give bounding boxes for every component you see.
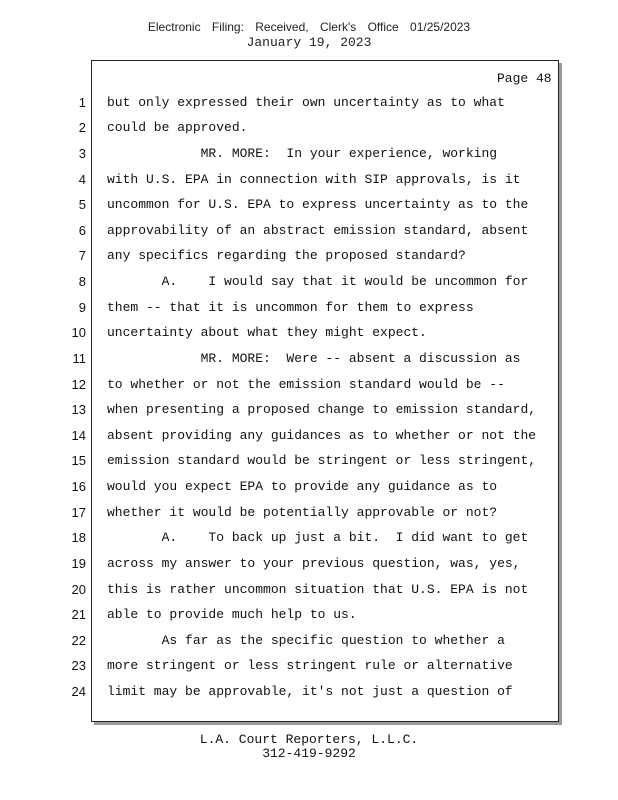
line-number: 22: [71, 633, 86, 648]
line-number: 24: [71, 684, 86, 699]
reporter-company: L.A. Court Reporters, L.L.C.: [199, 732, 419, 747]
line-number: 2: [78, 120, 86, 135]
line-number: 1: [78, 95, 86, 110]
line-text: A. I would say that it would be uncommon for: [107, 274, 529, 289]
line-number: 20: [71, 582, 86, 597]
transcript-date: January 19, 2023: [246, 35, 372, 50]
line-number: 23: [71, 658, 86, 673]
line-number: 6: [78, 223, 86, 238]
line-text: but only expressed their own uncertainty as to what: [107, 95, 505, 110]
line-number: 16: [71, 479, 86, 494]
line-text: limit may be approvable, it's not just a question of: [107, 684, 513, 699]
line-text: any specifics regarding the proposed standard?: [107, 248, 466, 263]
line-text: approvability of an abstract emission standard, absent: [107, 223, 529, 238]
line-text: A. To back up just a bit. I did want to get: [107, 530, 529, 545]
line-number: 15: [71, 453, 86, 468]
line-number: 13: [71, 402, 86, 417]
line-text: As far as the specific question to whether a: [107, 633, 505, 648]
line-text: able to provide much help to us.: [107, 607, 357, 622]
line-number: 5: [78, 197, 86, 212]
line-text: with U.S. EPA in connection with SIP approvals, is it: [107, 172, 521, 187]
line-number: 18: [71, 530, 86, 545]
line-text: them -- that it is uncommon for them to express: [107, 300, 474, 315]
line-text: more stringent or less stringent rule or alternative: [107, 658, 513, 673]
line-number: 19: [71, 556, 86, 571]
line-number: 17: [71, 505, 86, 520]
line-number: 14: [71, 428, 86, 443]
line-number: 21: [71, 607, 86, 622]
line-text: emission standard would be stringent or less stringent,: [107, 453, 537, 468]
line-text: MR. MORE: In your experience, working: [107, 146, 498, 161]
line-text: MR. MORE: Were -- absent a discussion as: [107, 351, 521, 366]
line-text: absent providing any guidances as to whether or not the: [107, 428, 537, 443]
line-number: 7: [78, 248, 86, 263]
filing-stamp: Electronic Filing: Received, Clerk's Office 01/25/2023: [147, 20, 471, 34]
line-number: 11: [72, 351, 86, 366]
line-text: uncertainty about what they might expect.: [107, 325, 427, 340]
line-number: 9: [78, 300, 86, 315]
line-text: this is rather uncommon situation that U.S. EPA is not: [107, 582, 529, 597]
reporter-phone: 312-419-9292: [262, 746, 356, 761]
line-number: 4: [78, 172, 86, 187]
line-number: 8: [78, 274, 86, 289]
line-text: whether it would be potentially approvable or not?: [107, 505, 498, 520]
line-number: 12: [71, 377, 86, 392]
line-text: across my answer to your previous question, was, yes,: [107, 556, 521, 571]
line-number: 10: [71, 325, 86, 340]
line-text: to whether or not the emission standard would be --: [107, 377, 505, 392]
line-text: would you expect EPA to provide any guidance as to: [107, 479, 498, 494]
page-number: Page 48: [497, 71, 552, 86]
line-text: could be approved.: [107, 120, 248, 135]
line-text: when presenting a proposed change to emission standard,: [107, 402, 537, 417]
line-number: 3: [78, 146, 86, 161]
line-text: uncommon for U.S. EPA to express uncertainty as to the: [107, 197, 529, 212]
